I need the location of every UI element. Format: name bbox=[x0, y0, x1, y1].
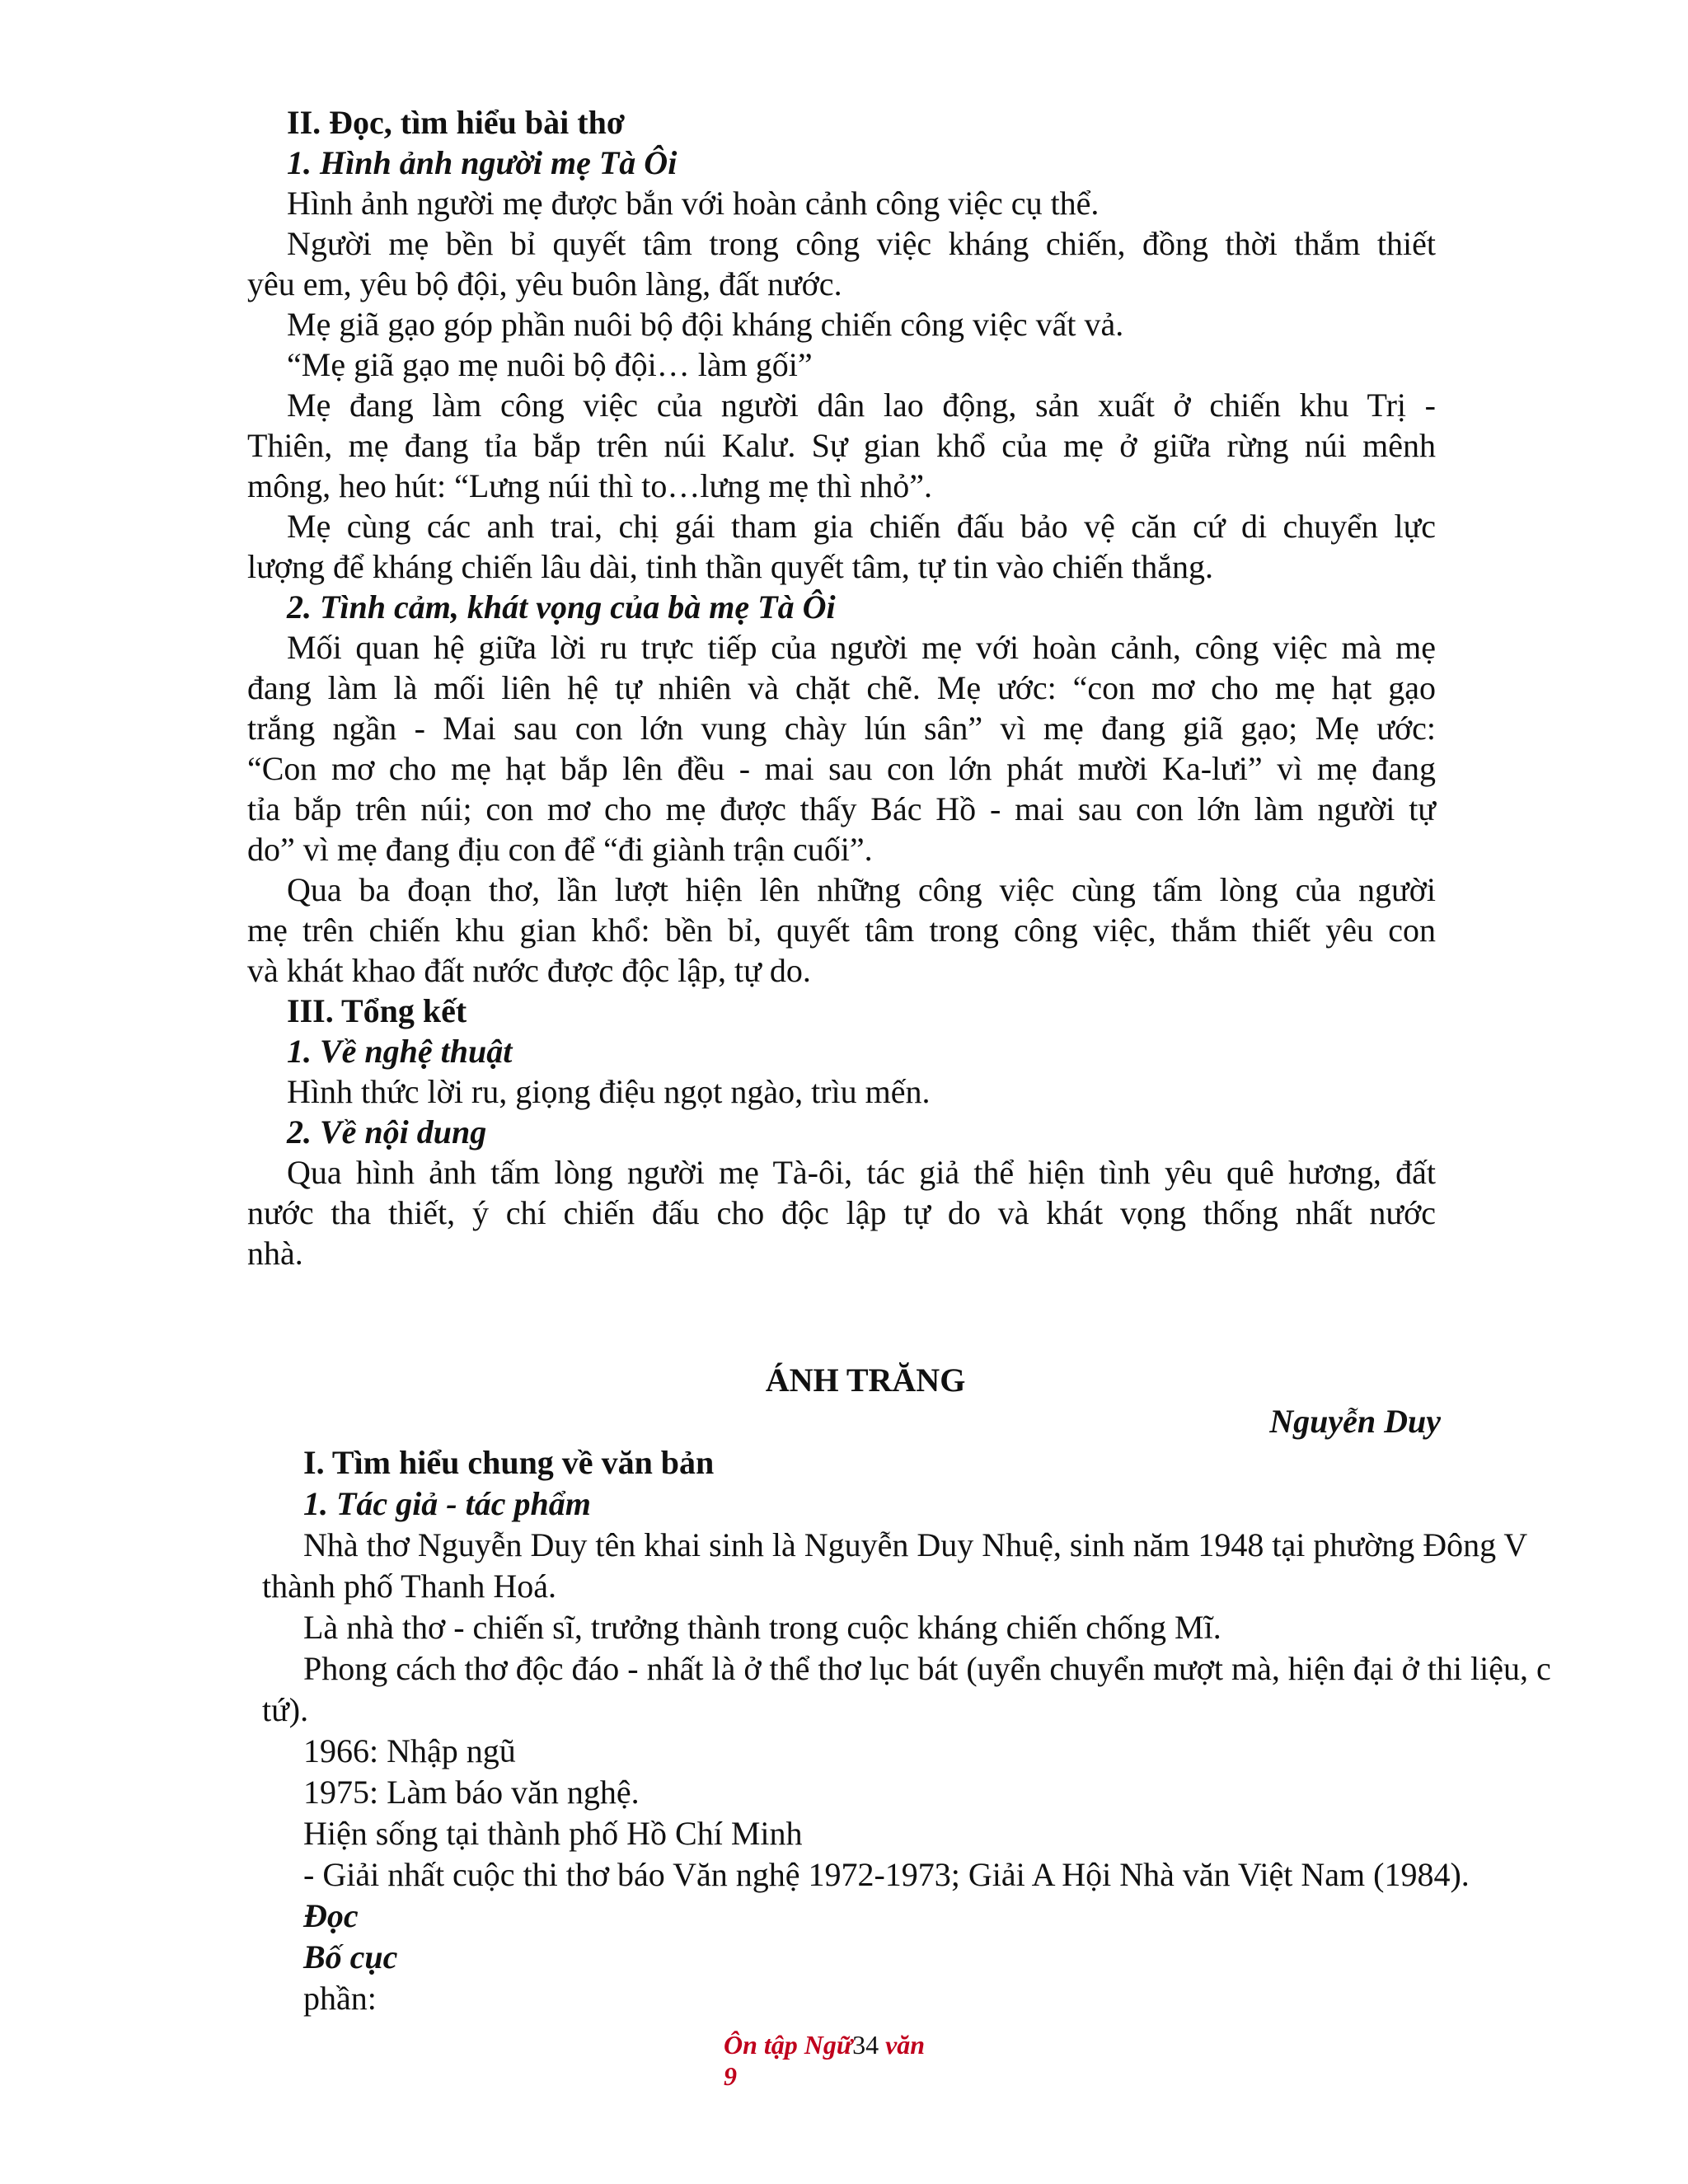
paragraph-line: nhà. bbox=[247, 1235, 303, 1272]
paragraph-line: Qua ba đoạn thơ, lần lượt hiện lên những công việc cùng tấm lòng của người bbox=[287, 871, 1436, 908]
paragraph-line: do” vì mẹ đang địu con để “đi giành trận cuối”. bbox=[247, 831, 873, 868]
paragraph-line: Phong cách thơ độc đáo - nhất là ở thể thơ lục bát (uyển chuyển mượt mà, hiện đại ở thi liệu, c bbox=[303, 1650, 1551, 1687]
paragraph-line: 1966: Nhập ngũ bbox=[303, 1732, 516, 1769]
quote-line: “Mẹ giã gạo mẹ nuôi bộ đội… làm gối” bbox=[287, 346, 813, 383]
subsection-title: 1. Hình ảnh người mẹ Tà Ôi bbox=[287, 144, 678, 181]
paragraph-line: trắng ngần - Mai sau con lớn vung chày lún sân” vì mẹ đang giã gạo; Mẹ ước: bbox=[247, 710, 1436, 747]
poem-title: ÁNH TRĂNG bbox=[765, 1361, 966, 1399]
page-number: 34 bbox=[852, 2030, 879, 2060]
paragraph-line: Hiện sống tại thành phố Hồ Chí Minh bbox=[303, 1815, 803, 1852]
subsection-title: 2. Về nội dung bbox=[287, 1113, 487, 1151]
subsection-title: 1. Tác giả - tác phẩm bbox=[303, 1485, 591, 1522]
paragraph-line: tỉa bắp trên núi; con mơ cho mẹ được thấy Bác Hồ - mai sau con lớn làm người tự bbox=[247, 790, 1436, 827]
paragraph-line: Mẹ giã gạo góp phần nuôi bộ đội kháng chiến công việc vất vả. bbox=[287, 306, 1124, 343]
paragraph-line: “Con mơ cho mẹ hạt bắp lên đều - mai sau con lớn phát mười Ka-lưi” vì mẹ đang bbox=[247, 750, 1436, 787]
paragraph-line: Mối quan hệ giữa lời ru trực tiếp của người mẹ với hoàn cảnh, công việc mà mẹ bbox=[287, 629, 1436, 666]
footer-label: 9 bbox=[724, 2061, 737, 2091]
footer-label: văn bbox=[885, 2030, 926, 2060]
paragraph-line: Hình thức lời ru, giọng điệu ngọt ngào, trìu mến. bbox=[287, 1073, 931, 1110]
section-heading: II. Đọc, tìm hiểu bài thơ bbox=[287, 104, 625, 141]
paragraph-line: Hình ảnh người mẹ được bắn với hoàn cảnh công việc cụ thể. bbox=[287, 185, 1100, 222]
paragraph-line: - Giải nhất cuộc thi thơ báo Văn nghệ 1972-1973; Giải A Hội Nhà văn Việt Nam (1984). bbox=[303, 1856, 1470, 1893]
paragraph-line: yêu em, yêu bộ đội, yêu buôn làng, đất nước. bbox=[247, 265, 842, 302]
paragraph-line: tứ). bbox=[262, 1691, 309, 1728]
paragraph-line: Nhà thơ Nguyễn Duy tên khai sinh là Nguyễn Duy Nhuệ, sinh năm 1948 tại phường Đông V bbox=[303, 1526, 1528, 1563]
paragraph-line: Mẹ đang làm công việc của người dân lao động, sản xuất ở chiến khu Trị - bbox=[287, 387, 1436, 424]
paragraph-line: và khát khao đất nước được độc lập, tự do. bbox=[247, 952, 811, 989]
section-heading: III. Tổng kết bbox=[287, 992, 467, 1029]
page-footer bbox=[724, 2029, 925, 2060]
paragraph-line: thành phố Thanh Hoá. bbox=[262, 1568, 556, 1605]
footer-label: Ôn tập Ngữ bbox=[724, 2030, 853, 2060]
subsection-title: 1. Về nghệ thuật bbox=[287, 1033, 513, 1070]
paragraph-line: Người mẹ bền bỉ quyết tâm trong công việc kháng chiến, đồng thời thắm thiết bbox=[287, 225, 1436, 262]
paragraph-line: Mẹ cùng các anh trai, chị gái tham gia chiến đấu bảo vệ căn cứ di chuyển lực bbox=[287, 508, 1436, 545]
paragraph-line: nước tha thiết, ý chí chiến đấu cho độc lập tự do và khát vọng thống nhất nước bbox=[247, 1194, 1436, 1231]
paragraph-line: Thiên, mẹ đang tỉa bắp trên núi Kalư. Sự gian khổ của mẹ ở giữa rừng núi mênh bbox=[247, 427, 1436, 464]
paragraph-line: mông, heo hút: “Lưng núi thì to…lưng mẹ thì nhỏ”. bbox=[247, 467, 933, 504]
paragraph-line: đang làm là mối liên hệ tự nhiên và chặt chẽ. Mẹ ước: “con mơ cho mẹ hạt gạo bbox=[247, 669, 1436, 706]
subsection-title: Đọc bbox=[303, 1897, 359, 1934]
paragraph-line: Là nhà thơ - chiến sĩ, trưởng thành trong cuộc kháng chiến chống Mĩ. bbox=[303, 1609, 1221, 1646]
paragraph-line: 1975: Làm báo văn nghệ. bbox=[303, 1774, 640, 1811]
section-heading: I. Tìm hiểu chung về văn bản bbox=[303, 1444, 715, 1481]
page-footer-line2 bbox=[724, 2060, 737, 2092]
paragraph-line: mẹ trên chiến khu gian khổ: bền bỉ, quyết tâm trong công việc, thắm thiết yêu con bbox=[247, 912, 1436, 949]
poem-author: Nguyễn Duy bbox=[1269, 1403, 1441, 1440]
paragraph-line: lượng để kháng chiến lâu dài, tinh thần quyết tâm, tự tin vào chiến thắng. bbox=[247, 548, 1214, 585]
paragraph-line: Qua hình ảnh tấm lòng người mẹ Tà-ôi, tác giả thể hiện tình yêu quê hương, đất bbox=[287, 1154, 1436, 1191]
paragraph-line: phần: bbox=[303, 1980, 377, 2017]
subsection-title: 2. Tình cảm, khát vọng của bà mẹ Tà Ôi bbox=[287, 588, 836, 626]
subsection-title: Bố cục bbox=[303, 1938, 398, 1975]
